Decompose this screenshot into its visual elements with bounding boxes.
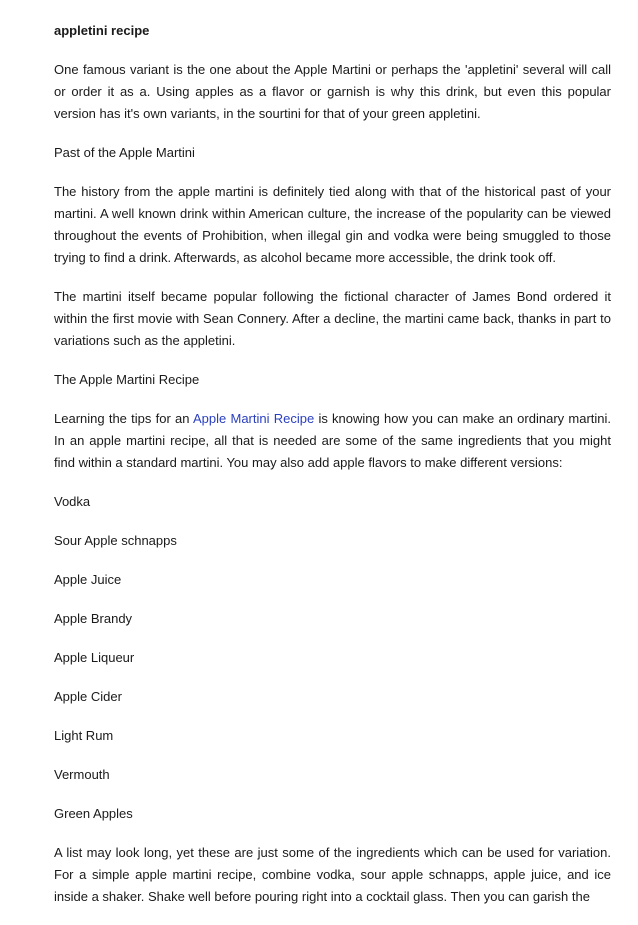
ingredient-item: Sour Apple schnapps [54,533,177,548]
ingredient-item: Vermouth [54,767,110,782]
recipe-heading: The Apple Martini Recipe [54,372,200,387]
past-heading: Past of the Apple Martini [54,145,195,160]
intro-paragraph: One famous variant is the one about the Apple Martini or perhaps the 'appletini' several will call or order it as a. Using apples as a flavor or garnish is why this drink, but even this popular version has it's own variants, in the sourtini for that of your green appletini. [54,62,611,121]
learning-text-before: Learning the tips for an [54,411,193,426]
document-title: appletini recipe [54,23,150,38]
document-page [54,20,611,925]
history-paragraph: The history from the apple martini is definitely tied along with that of the historical past of your martini. A well known drink within American culture, the increase of the popularity can be viewed throughout the events of Prohibition, when illegal gin and vodka were being smuggled to those trying to find a drink. Afterwards, as alcohol became more accessible, the drink took off. [54,184,611,265]
learning-paragraph [54,408,611,474]
ingredient-item: Apple Juice [54,572,122,587]
apple-martini-recipe-link[interactable]: Apple Martini Recipe [193,411,315,426]
ingredient-item: Apple Liqueur [54,650,135,665]
bond-paragraph: The martini itself became popular following the fictional character of James Bond ordered it within the first movie with Sean Connery. After a decline, the martini came back, thanks in part to variations such as the appletini. [54,289,611,348]
ingredient-item: Vodka [54,494,91,509]
learning-text-after: is knowing how you can make an ordinary martini. In an apple martini recipe, all that is needed are some of the same ingredients that you might find within a standard martini. You may also add apple flavors to make different versions: [54,411,612,470]
closing-paragraph: A list may look long, yet these are just some of the ingredients which can be used for variation. For a simple apple martini recipe, combine vodka, sour apple schnapps, apple juice, and ice inside a shaker. Shake well before pouring right into a cocktail glass. Then you can garish the [54,845,611,904]
ingredient-item: Green Apples [54,806,133,821]
ingredient-item: Apple Cider [54,689,122,704]
ingredient-item: Light Rum [54,728,114,743]
ingredient-item: Apple Brandy [54,611,133,626]
